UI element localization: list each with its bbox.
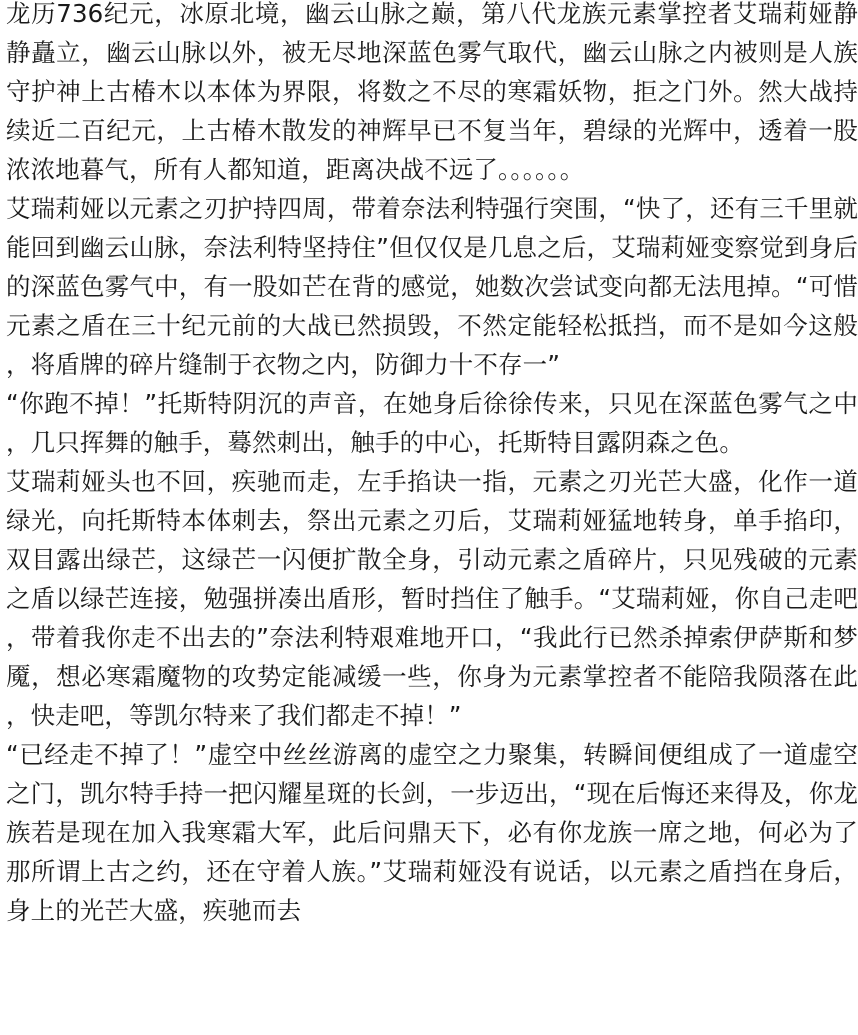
paragraph-3: “你跑不掉！”托斯特阴沉的声音，在她身后徐徐传来，只见在深蓝色雾气之中，几只挥舞的触手，蓦然刺出，触手的中心，托斯特目露阴森之色。 bbox=[6, 389, 858, 457]
paragraph-5: “已经走不掉了！”虚空中丝丝游离的虚空之力聚集，转瞬间便组成了一道虚空之门，凯尔特手持一把闪耀星斑的长剑，一步迈出，“现在后悔还来得及，你龙族若是现在加入我寒霜大军，此后问鼎天下，必有你龙族一席之地，何必为了那所谓上古之约，还在守着人族。”艾瑞莉娅没有说话，以元素之盾挡在身后，身上的光芒大盛，疾驰而去 bbox=[6, 740, 858, 925]
paragraph-2: 艾瑞莉娅以元素之刃护持四周，带着奈法利特强行突围，“快了，还有三千里就能回到幽云山脉，奈法利特坚持住”但仅仅是几息之后，艾瑞莉娅变察觉到身后的深蓝色雾气中，有一股如芒在背的感觉，她数次尝试变向都无法甩掉。“可惜元素之盾在三十纪元前的大战已然损毁，不然定能轻松抵挡，而不是如今这般，将盾牌的碎片缝制于衣物之内，防御力十不存一” bbox=[6, 194, 858, 379]
paragraph-4: 艾瑞莉娅头也不回，疾驰而走，左手掐诀一指，元素之刃光芒大盛，化作一道绿光，向托斯特本体刺去，祭出元素之刃后，艾瑞莉娅猛地转身，单手掐印，双目露出绿芒，这绿芒一闪便扩散全身，引动元素之盾碎片，只见残破的元素之盾以绿芒连接，勉强拼凑出盾形，暂时挡住了触手。“艾瑞莉娅，你自己走吧，带着我你走不出去的”奈法利特艰难地开口，“我此行已然杀掉索伊萨斯和梦魇，想必寒霜魔物的攻势定能减缓一些，你身为元素掌控者不能陪我陨落在此，快走吧，等凯尔特来了我们都走不掉！” bbox=[6, 467, 858, 730]
paragraph-1: 龙历736纪元，冰原北境，幽云山脉之巅，第八代龙族元素掌控者艾瑞莉娅静静矗立，幽云山脉以外，被无尽地深蓝色雾气取代，幽云山脉之内被则是人族守护神上古椿木以本体为界限，将数之不尽的寒霜妖物，拒之门外。然大战持续近二百纪元，上古椿木散发的神辉早已不复当年，碧绿的光辉中，透着一股浓浓地暮气，所有人都知道，距离决战不远了。。。。。。 bbox=[6, 0, 858, 184]
